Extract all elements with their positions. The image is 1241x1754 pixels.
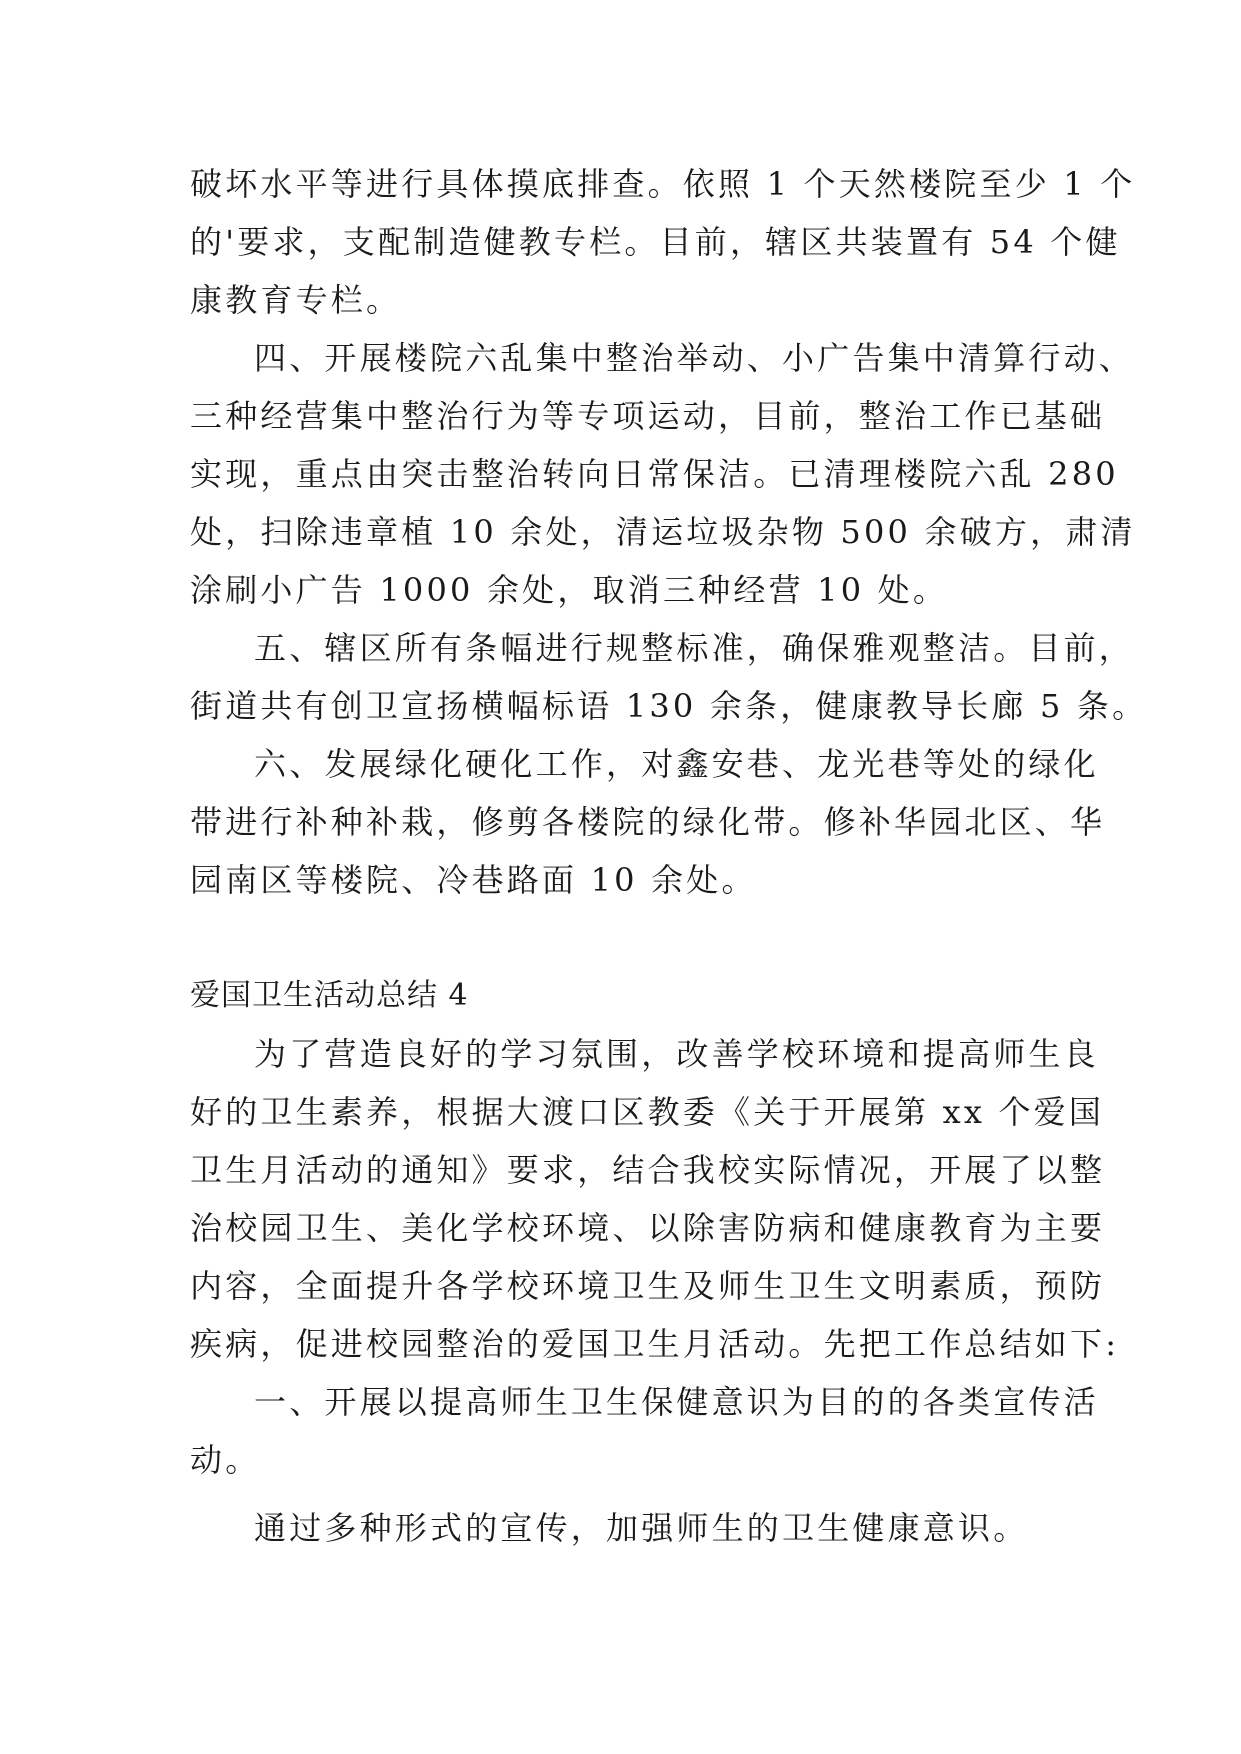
text-line: 一、开展以提高师生卫生保健意识为目的的各类宣传活 <box>254 1383 1099 1421</box>
paragraph-item-5 <box>190 619 1148 735</box>
text-line: 疾病，促进校园整治的爱国卫生月活动。先把工作总结如下: <box>190 1325 1120 1363</box>
text-line: 破坏水平等进行具体摸底排查。依照 1 个天然楼院至少 1 个 <box>190 165 1136 203</box>
text-line: 卫生月活动的通知》要求，结合我校实际情况，开展了以整 <box>190 1151 1106 1189</box>
text-line: 六、发展绿化硬化工作，对鑫安巷、龙光巷等处的绿化 <box>254 745 1099 783</box>
section-gap <box>190 909 1070 967</box>
text-line: 五、辖区所有条幅进行规整标准，确保雅观整洁。目前， <box>254 629 1135 667</box>
paragraph-publicity <box>190 1499 1070 1557</box>
paragraph-intro <box>190 1025 1120 1373</box>
text-line: 处，扫除违章植 10 余处，清运垃圾杂物 500 余破方，肃清 <box>190 513 1136 551</box>
text-line: 园南区等楼院、冷巷路面 10 余处。 <box>190 861 757 899</box>
document-page <box>190 155 1148 1557</box>
section-title: 爱国卫生活动总结 4 <box>190 978 469 1013</box>
text-line: 动。 <box>190 1441 261 1479</box>
text-line: 涂刷小广告 1000 余处，取消三种经营 10 处。 <box>190 571 949 609</box>
paragraph-block-1 <box>190 155 1136 329</box>
text-line: 内容，全面提升各学校环境卫生及师生卫生文明素质，预防 <box>190 1267 1106 1305</box>
paragraph-item-6 <box>190 735 1106 909</box>
text-line: 的'要求，支配制造健教专栏。目前，辖区共装置有 54 个健 <box>190 223 1121 261</box>
text-line: 通过多种形式的宣传，加强师生的卫生健康意识。 <box>254 1509 1029 1547</box>
text-line: 实现，重点由突击整治转向日常保洁。已清理楼院六乱 280 <box>190 455 1119 493</box>
text-line: 带进行补种补栽，修剪各楼院的绿化带。修补华园北区、华 <box>190 803 1106 841</box>
text-line: 街道共有创卫宣扬横幅标语 130 余条，健康教导长廊 5 条。 <box>190 687 1148 725</box>
paragraph-item-4 <box>190 329 1136 619</box>
text-line: 四、开展楼院六乱集中整治举动、小广告集中清算行动、 <box>254 339 1135 377</box>
text-line: 治校园卫生、美化学校环境、以除害防病和健康教育为主要 <box>190 1209 1106 1247</box>
text-line: 为了营造良好的学习氛围，改善学校环境和提高师生良 <box>254 1035 1099 1073</box>
text-line: 好的卫生素养，根据大渡口区教委《关于开展第 xx 个爱国 <box>190 1093 1105 1131</box>
text-line: 三种经营集中整治行为等专项运动，目前，整治工作已基础 <box>190 397 1106 435</box>
paragraph-item-1 <box>190 1373 1099 1489</box>
text-line: 康教育专栏。 <box>190 281 402 319</box>
